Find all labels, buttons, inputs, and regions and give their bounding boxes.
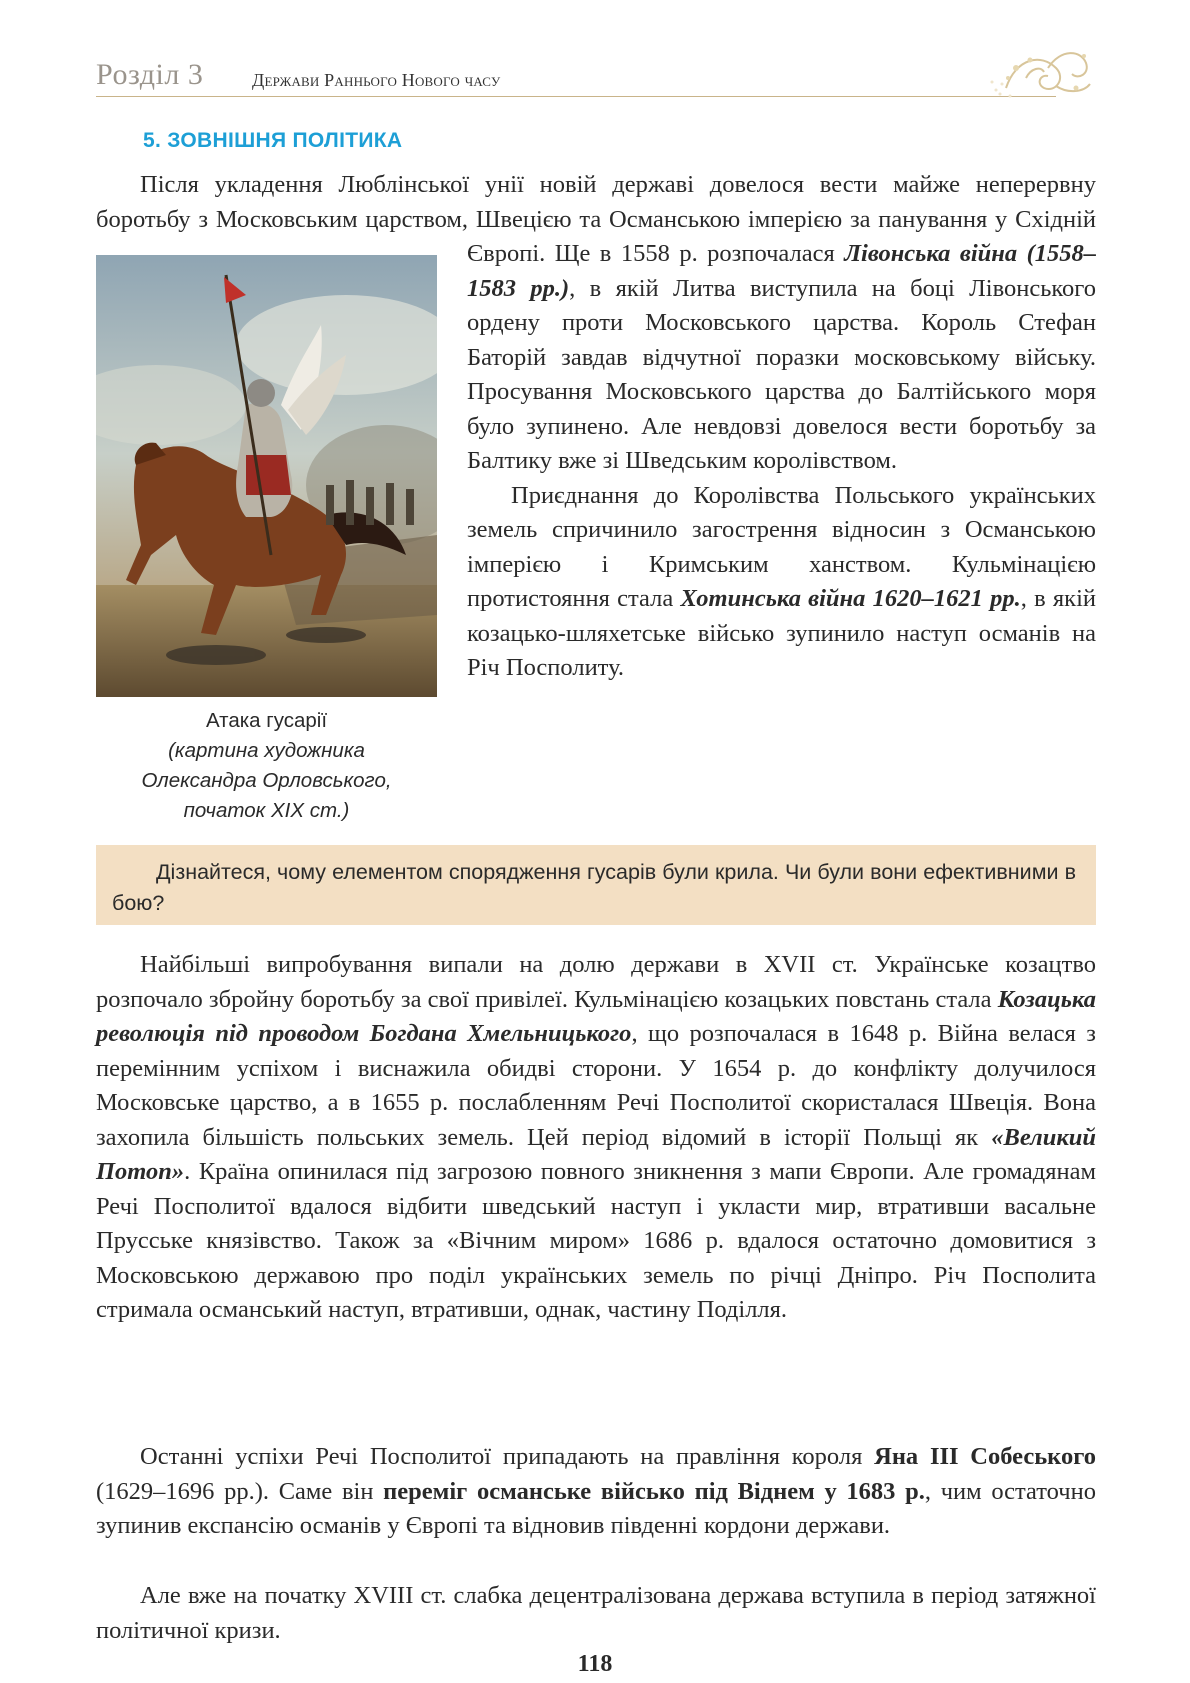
chapter-label: Розділ 3	[96, 58, 204, 91]
painting-float-area	[96, 237, 467, 837]
caption-line-4: початок XIX ст.)	[183, 799, 350, 822]
paragraph-3-text-c: . Країна опинилася під загрозою повного зникнення з мапи Європи. Але громадянам Речі Посполитої вдалося відбити шведський наступ і укласти мир, втративши васальне Прусське князівство. Також за «Вічним миром» 1686 р. вдалося остаточно домовитися з Московською державою про поділ українських земель по річці Дніпро. Річ Посполита стримала османський наступ, втративши, однак, частину Поділля.	[96, 1158, 1096, 1323]
caption-line-3: Олександра Орловського,	[141, 769, 392, 792]
paragraph-1-text-b: , в якій Литва виступила на боці Лівонського ордену проти Московського царства. Король Стефан Баторій завдав відчутної поразки московському війську. Просування Московського царства до Балтійського моря було зупинено. Але невдовзі довелося вести боротьбу за Балтику вже зі Шведським королівством.	[467, 274, 1096, 474]
paragraph-4-text-a: Останні успіхи Речі Посполитої припадають на правління короля	[140, 1443, 875, 1470]
paragraph-1-text-a: Після укладення Люблінської унії новій державі довелося вести майже неперервну боротьбу з Московським царством, Швецією та Османською імперією за панування у Східній Європі. Ще в 1558 р. розпочалася	[96, 171, 1096, 267]
paragraph-2-text-a: Приєднання до Королівства Польського українських земель спричинило загострення відносин з Османською імперією і Кримським ханством. Кульмінацією протистояння стала	[467, 481, 1096, 612]
paragraph-4	[96, 1440, 1096, 1544]
paragraph-2-text-b: , в якій козацько-шляхетське військо зупинило наступ османів на Річ Посполиту.	[467, 585, 1096, 681]
paragraph-3-bold-deluge: «Великий Потоп»	[96, 1123, 1096, 1185]
paragraph-3-text-b: , що розпочалася в 1648 р. Війна велася з перемінним успіхом і виснажила обидві сторони. У 1654 р. до конфлікту долучилося Московське царство, а в 1655 р. послабленням Речі Посполитої скористалася Швеція. Вона захопила більшість польських земель. Цей період відомий в історії Польщі як	[96, 1020, 1096, 1151]
paragraph-1-bold-livonian: Лівонська війна (1558–1583 рр.)	[467, 240, 1096, 302]
page-header	[96, 52, 1096, 102]
caption-line-2: (картина художника	[168, 739, 365, 762]
paragraph-4-bold-king: Яна III Собеського	[874, 1443, 1096, 1470]
floral-ornament-icon	[986, 38, 1098, 106]
chapter-subtitle: Держави Раннього Нового часу	[252, 70, 501, 90]
paragraph-3-text-a: Найбільші випробування випали на долю держави в XVII ст. Українське козацтво розпочало збройну боротьбу за свої привілеї. Кульмінацією козацьких повстань стала	[96, 951, 1096, 1013]
page-number: 118	[577, 1651, 613, 1677]
paragraph-4-text-c: , чим остаточно зупинив експансію османів у Європі та відновив південні кордони держави.	[96, 1477, 1096, 1539]
caption-title: Атака гусарії	[205, 709, 328, 732]
paragraph-3	[96, 948, 1096, 1328]
paragraph-5-text: Але вже на початку XVIII ст. слабка децентралізована держава вступила в період затяжної політичної кризи.	[96, 1582, 1096, 1644]
paragraph-4-bold-vienna: переміг османське військо під Віднем у 1683 р.	[383, 1477, 925, 1505]
section-title: 5. ЗОВНІШНЯ ПОЛІТИКА	[143, 129, 403, 152]
header-rule	[96, 96, 1056, 97]
task-text: Дізнайтеся, чому елементом спорядження гусарів були крила. Чи були вони ефективними в бою?	[112, 860, 1076, 915]
paragraph-2-bold-khotyn: Хотинська війна 1620–1621 рр.	[680, 585, 1021, 612]
paragraphs-1-2-flow	[96, 168, 1096, 837]
paragraph-5	[96, 1579, 1096, 1648]
task-box	[96, 845, 1096, 925]
paragraph-4-text-b: (1629–1696 рр.). Саме він	[96, 1477, 384, 1505]
paragraph-3-bold-revolution: Козацька революція під проводом Богдана Хмельницького	[96, 985, 1096, 1047]
